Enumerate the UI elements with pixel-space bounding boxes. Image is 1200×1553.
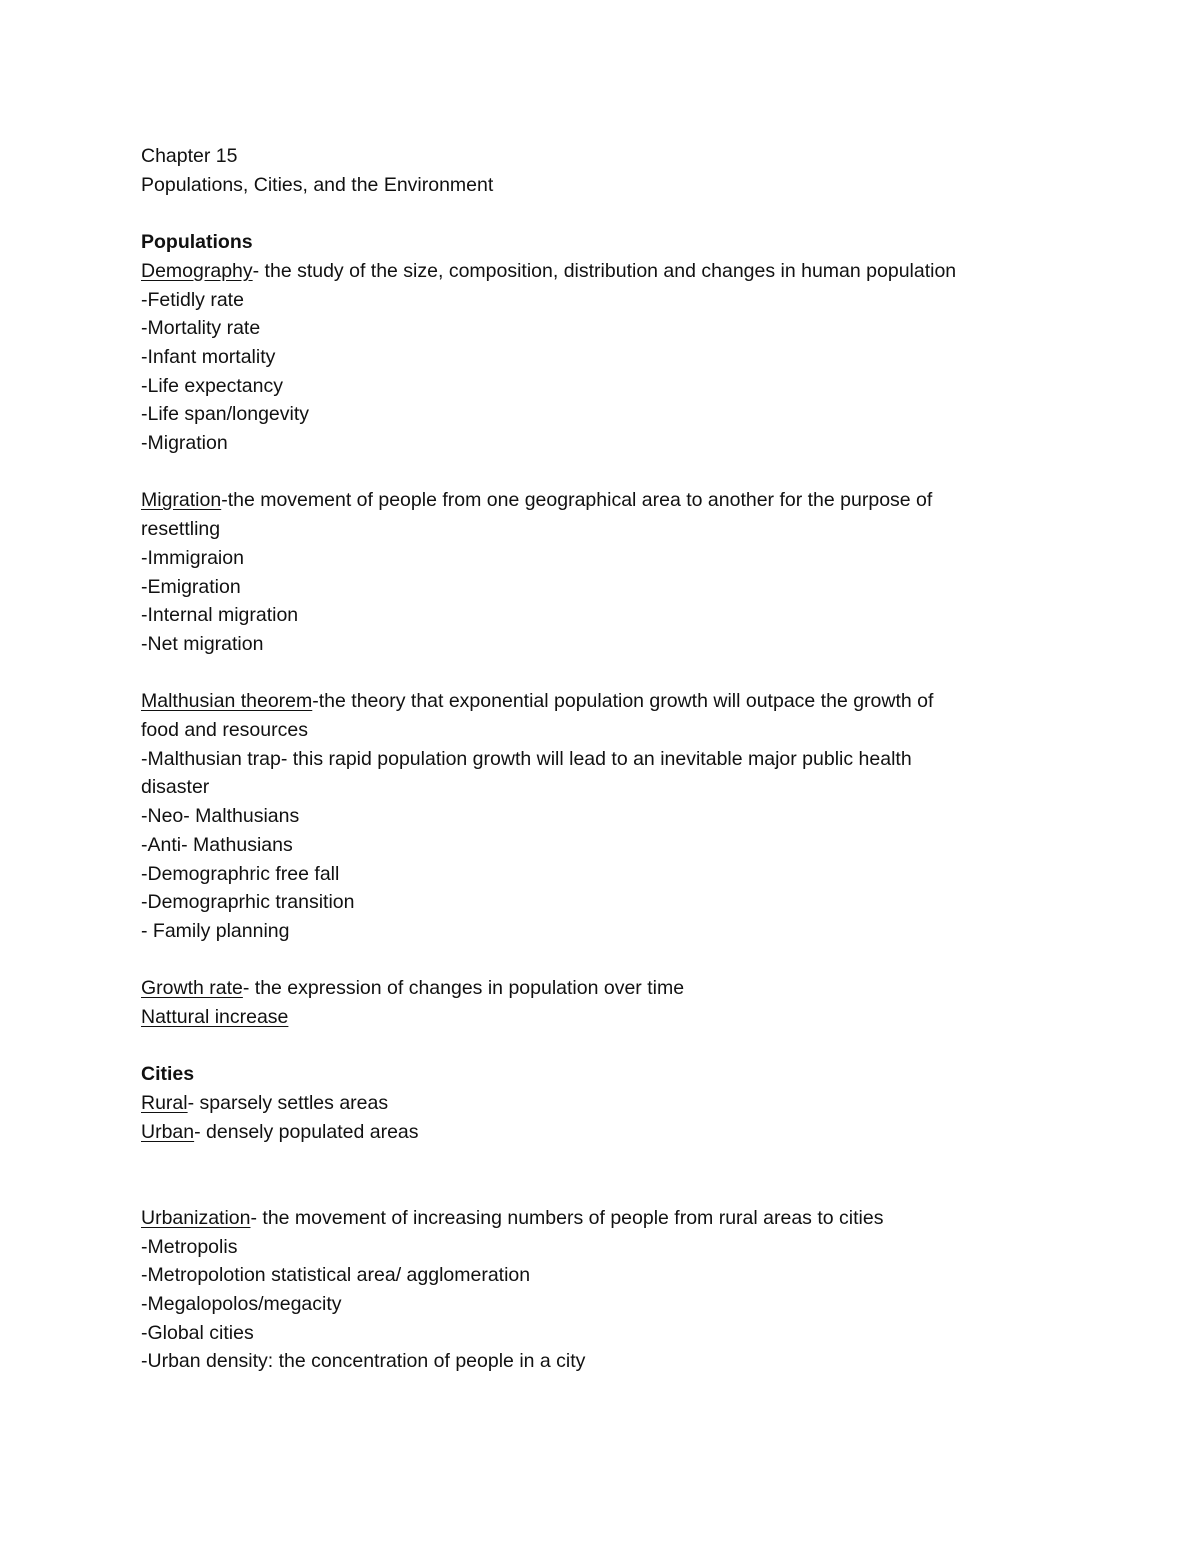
definition-growth-rate: [141, 974, 1081, 1003]
list-item: -Urban density: the concentration of people in a city: [141, 1350, 586, 1373]
list-item: -Demograprhic transition: [141, 891, 355, 914]
definition-natural-increase: [141, 1003, 1081, 1032]
spacer: [141, 1147, 1081, 1204]
definition-urbanization: [141, 1204, 1081, 1233]
section-heading-cities: Cities: [141, 1063, 195, 1086]
list-item: -Life expectancy: [141, 374, 283, 397]
spacer: [141, 659, 1081, 688]
spacer: [141, 458, 1081, 487]
list-item: -Emigration: [141, 575, 241, 598]
list-item: -Internal migration: [141, 604, 299, 627]
definition-malthusian-theorem: [141, 687, 1081, 716]
definition-text: - densely populated areas: [194, 1120, 419, 1143]
list-item: -Anti- Mathusians: [141, 833, 293, 856]
definition-continuation: disaster: [141, 776, 210, 799]
term-growth-rate: Growth rate: [141, 977, 243, 1000]
list-item: -Neo- Malthusians: [141, 805, 300, 828]
definition-text: - sparsely settles areas: [187, 1092, 389, 1115]
list-item: -Infant mortality: [141, 345, 276, 368]
spacer: [141, 946, 1081, 975]
definition-migration: [141, 486, 1081, 515]
term-natural-increase: Nattural increase: [141, 1006, 289, 1029]
list-item: -Fetidly rate: [141, 288, 244, 311]
list-item: - Family planning: [141, 919, 290, 942]
list-item: -Global cities: [141, 1321, 254, 1344]
definition-rural: [141, 1089, 1081, 1118]
term-malthusian-theorem: Malthusian theorem: [141, 690, 313, 713]
list-item: -Metropolis: [141, 1235, 238, 1258]
list-item: -Megalopolos/megacity: [141, 1293, 342, 1316]
definition-text: -the theory that exponential population growth will outpace the growth of: [312, 690, 934, 713]
list-item: -Net migration: [141, 632, 264, 655]
chapter-title: Populations, Cities, and the Environment: [141, 173, 494, 196]
term-migration: Migration: [141, 489, 222, 512]
list-item: -Metropolotion statistical area/ agglomeration: [141, 1264, 531, 1287]
section-heading-populations: Populations: [141, 231, 253, 254]
definition-continuation: resettling: [141, 518, 221, 541]
term-urbanization: Urbanization: [141, 1206, 251, 1229]
list-item-malthusian-trap: -Malthusian trap- this rapid population growth will lead to an inevitable major public health: [141, 747, 912, 770]
definition-text: - the movement of increasing numbers of people from rural areas to cities: [250, 1206, 884, 1229]
spacer: [141, 1032, 1081, 1061]
definition-text: - the expression of changes in population over time: [242, 977, 685, 1000]
definition-urban: [141, 1118, 1081, 1147]
document-body: [141, 142, 1081, 1376]
term-rural: Rural: [141, 1092, 188, 1115]
term-demography: Demography: [141, 259, 253, 282]
definition-text: -the movement of people from one geographical area to another for the purpose of: [221, 489, 933, 512]
spacer: [141, 199, 1081, 228]
list-item: -Demographric free fall: [141, 862, 340, 885]
list-item: -Immigraion: [141, 546, 244, 569]
chapter-label: Chapter 15: [141, 145, 238, 167]
term-urban: Urban: [141, 1120, 195, 1143]
list-item: -Mortality rate: [141, 317, 261, 340]
definition-text: - the study of the size, composition, distribution and changes in human population: [252, 259, 957, 282]
definition-demography: [141, 257, 1081, 286]
list-item: -Migration: [141, 432, 228, 455]
list-item: -Life span/longevity: [141, 403, 310, 426]
definition-continuation: food and resources: [141, 719, 308, 742]
